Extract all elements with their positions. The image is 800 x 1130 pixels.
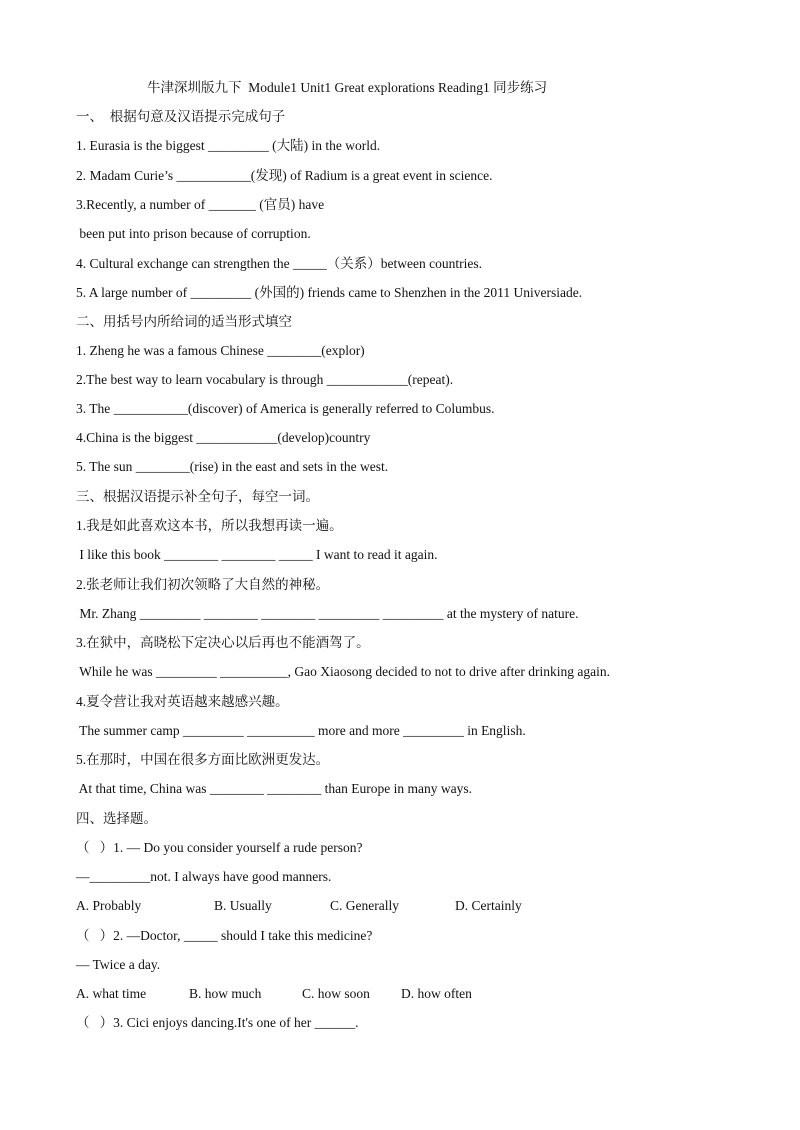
section2-heading: 二、用括号内所给词的适当形式填空 [76,314,292,329]
s3-question-1-english: I like this book ________ ________ _____ I want to read it again. [76,547,438,562]
s3-question-4-english: The summer camp _________ __________ more and more _________ in English. [76,723,526,738]
s4-q2-option-a: A. what time [76,986,147,1001]
s3-question-2-english: Mr. Zhang _________ ________ ________ _________ _________ at the mystery of nature. [76,606,579,621]
section4-heading: 四、选择题。 [76,811,157,826]
s4-q1-option-a: A. Probably [76,898,142,913]
s3-question-4-chinese: 4.夏令营让我对英语越来越感兴趣。 [76,694,289,709]
s3-question-1-chinese: 1.我是如此喜欢这本书，所以我想再读一遍。 [76,518,343,533]
s4-q2-option-d: D. how often [401,986,472,1001]
s1-question-1: 1. Eurasia is the biggest _________ (大陆) in the world. [76,138,381,153]
s3-question-5-english: At that time, China was ________ ________ than Europe in many ways. [76,781,472,796]
s4-q2-option-c: C. how soon [302,986,370,1001]
s3-question-5-chinese: 5.在那时，中国在很多方面比欧洲更发达。 [76,752,330,767]
s4-question-2-reply: — Twice a day. [76,957,161,972]
s4-q1-option-d: D. Certainly [455,898,522,913]
s4-q1-option-c: C. Generally [330,898,399,913]
s4-question-3-stem: （ ）3. Cici enjoys dancing.It's one of her ______. [76,1015,359,1030]
s3-question-3-english: While he was _________ __________, Gao Xiaosong decided to not to drive after drinking again. [76,664,611,679]
s2-question-4: 4.China is the biggest ____________(develop)country [76,430,371,445]
s2-question-3: 3. The ___________(discover) of America is generally referred to Columbus. [76,401,495,416]
section3-heading: 三、根据汉语提示补全句子，每空一词。 [76,489,319,504]
s4-q1-option-b: B. Usually [214,898,272,913]
s4-question-1-stem: （ ）1. — Do you consider yourself a rude person? [76,840,363,855]
s4-question-2-stem: （ ）2. —Doctor, _____ should I take this medicine? [76,928,373,943]
s2-question-5: 5. The sun ________(rise) in the east and sets in the west. [76,459,389,474]
s1-question-3-line1: 3.Recently, a number of _______ (官员) have [76,197,325,212]
s4-q2-option-b: B. how much [189,986,262,1001]
s1-question-2: 2. Madam Curie’s ___________(发现) of Radium is a great event in science. [76,168,493,183]
section1-heading: 一、 根据句意及汉语提示完成句子 [76,109,286,124]
s3-question-3-chinese: 3.在狱中，高晓松下定决心以后再也不能酒驾了。 [76,635,370,650]
s2-question-1: 1. Zheng he was a famous Chinese ________(explor) [76,343,365,358]
s2-question-2: 2.The best way to learn vocabulary is through ____________(repeat). [76,372,454,387]
s1-question-4: 4. Cultural exchange can strengthen the _____（关系）between countries. [76,256,483,271]
page-title: 牛津深圳版九下 Module1 Unit1 Great explorations Reading1 同步练习 [147,80,548,95]
s4-question-1-reply: —_________not. I always have good manners. [76,869,332,884]
s1-question-3-line2: been put into prison because of corruption. [76,226,311,241]
s1-question-5: 5. A large number of _________ (外国的) friends came to Shenzhen in the 2011 Universiade. [76,285,583,300]
s3-question-2-chinese: 2.张老师让我们初次领略了大自然的神秘。 [76,577,330,592]
